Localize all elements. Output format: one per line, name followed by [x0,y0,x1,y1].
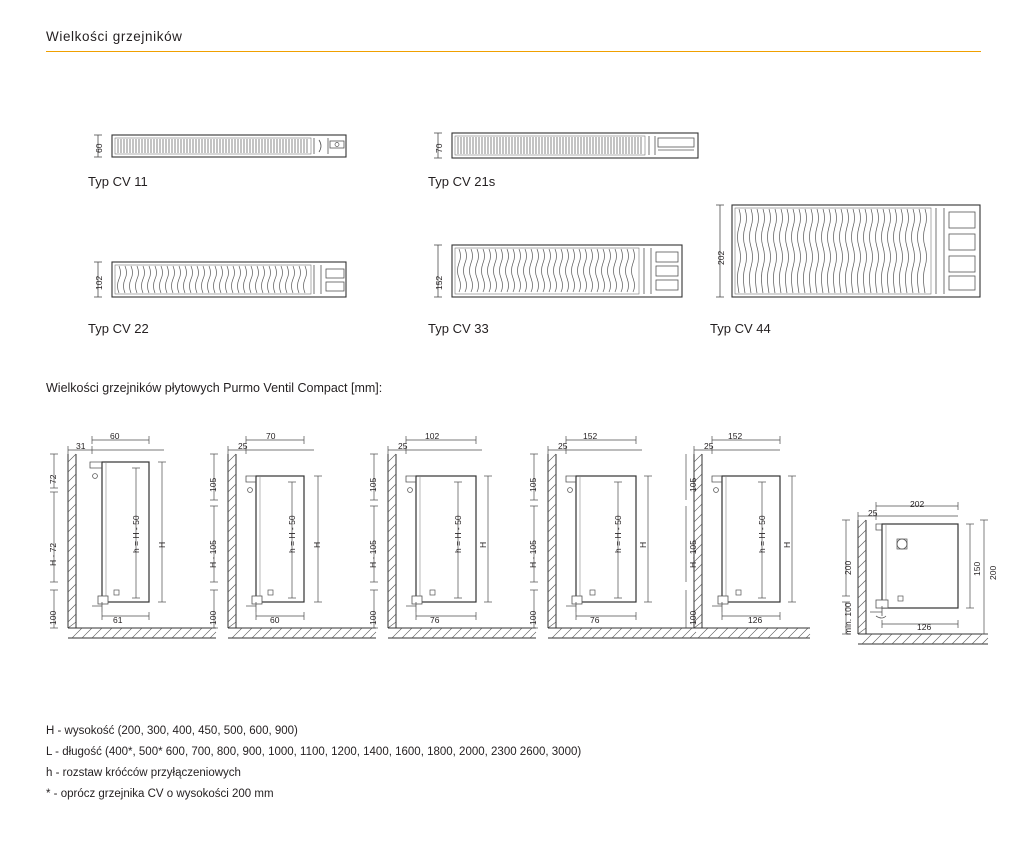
cv33-side-dim-25: 25 [558,441,568,451]
cv44-detail-dim-200-left: 200 [843,560,853,575]
cv11-side-dim-31: 31 [76,441,86,451]
label-cv44: Typ CV 44 [710,321,771,336]
cv44-side-dim-100: 100 [688,610,698,625]
title-divider [46,51,981,52]
cv44-side-dim-126: 126 [748,615,763,625]
cv21s-side-dim-60: 60 [270,615,280,625]
cv44-side-dim-152: 152 [728,431,743,441]
cv33-side-dim-152: 152 [583,431,598,441]
cv11-side-dim-100: 100 [48,610,58,625]
cv33-side-dim-76: 76 [590,615,600,625]
cv11-side-dim-h50: h = H - 50 [131,515,141,553]
legend [46,725,946,809]
cv44-detail-dim-min100: min. 100 [843,602,853,635]
section-caption: Wielkości grzejników płytowych Purmo Ventil Compact [mm]: [46,381,383,395]
diagram-cv22-top [78,255,358,305]
cv44-detail-dim-150: 150 [972,561,982,576]
cv22-side-dim-25: 25 [398,441,408,451]
cv22-side-dim-100: 100 [368,610,378,625]
cv44-detail-dim-200-right: 200 [988,565,998,580]
cv11-side-dim-72: 72 [48,474,58,484]
cv22-side-dim-H: H [478,541,488,548]
cv44-side-dim-105: 105 [688,477,698,492]
cv22-side-dim-h105: H - 105 [368,540,378,568]
cv21s-side-dim-70: 70 [266,431,276,441]
label-cv11: Typ CV 11 [88,174,148,189]
cv44-side-dim-h50: h = H - 50 [757,515,767,553]
cv44-side-dim-25: 25 [704,441,714,451]
cv22-side-dim-102: 102 [425,431,440,441]
cv21s-side-dim-25: 25 [238,441,248,451]
legend-item-note: * - oprócz grzejnika CV o wysokości 200 mm [46,788,274,800]
cv21s-side-dim-h50: h = H - 50 [287,515,297,553]
cv44-depth-dim: 202 [716,250,726,265]
cv22-side-dim-105: 105 [368,477,378,492]
diagram-cv44-side [684,432,814,672]
cv11-side-dim-61: 61 [113,615,123,625]
legend-item-h-small: h - rozstaw króćców przyłączeniowych [46,767,241,779]
label-cv21s: Typ CV 21s [428,174,496,189]
label-cv22: Typ CV 22 [88,321,149,336]
cv44-side-dim-h105: H - 105 [688,540,698,568]
diagram-cv21s-top [418,126,708,170]
cv11-side-dim-h72: H - 72 [48,542,58,566]
cv33-side-dim-105: 105 [528,477,538,492]
legend-item-l: L - długość (400*, 500* 600, 700, 800, 900, 1000, 1100, 1200, 1400, 1600, 1800, 2000, 2300 2600, 3000) [46,746,582,758]
diagram-cv11-top [78,128,358,168]
cv44-detail-dim-202: 202 [910,499,925,509]
cv11-side-dim-H: H [157,541,167,548]
cv21s-side-dim-105: 105 [208,477,218,492]
diagram-cv44-detail [836,496,996,666]
cv44-detail-dim-126: 126 [917,622,932,632]
cv44-detail-dim-25: 25 [868,508,878,518]
cv22-side-dim-76: 76 [430,615,440,625]
cv21s-side-dim-h105: H - 105 [208,540,218,568]
cv21s-depth-dim: 70 [434,143,444,153]
diagram-cv44-top [700,196,985,306]
label-cv33: Typ CV 33 [428,321,489,336]
cv33-side-dim-100: 100 [528,610,538,625]
cv33-side-dim-h105: H - 105 [528,540,538,568]
cv22-side-dim-h50: h = H - 50 [453,515,463,553]
cv44-side-dim-H: H [782,541,792,548]
cv33-side-dim-H: H [638,541,648,548]
cv33-depth-dim: 152 [434,275,444,290]
diagram-cv33-top [418,236,688,306]
cv11-depth-dim: 60 [94,143,104,153]
cv33-side-dim-h50: h = H - 50 [613,515,623,553]
page-title: Wielkości grzejników [46,29,183,44]
cv11-side-dim-60: 60 [110,431,120,441]
legend-item-h: H - wysokość (200, 300, 400, 450, 500, 600, 900) [46,725,298,737]
cv22-depth-dim: 102 [94,275,104,290]
cv21s-side-dim-H: H [312,541,322,548]
cv21s-side-dim-100: 100 [208,610,218,625]
